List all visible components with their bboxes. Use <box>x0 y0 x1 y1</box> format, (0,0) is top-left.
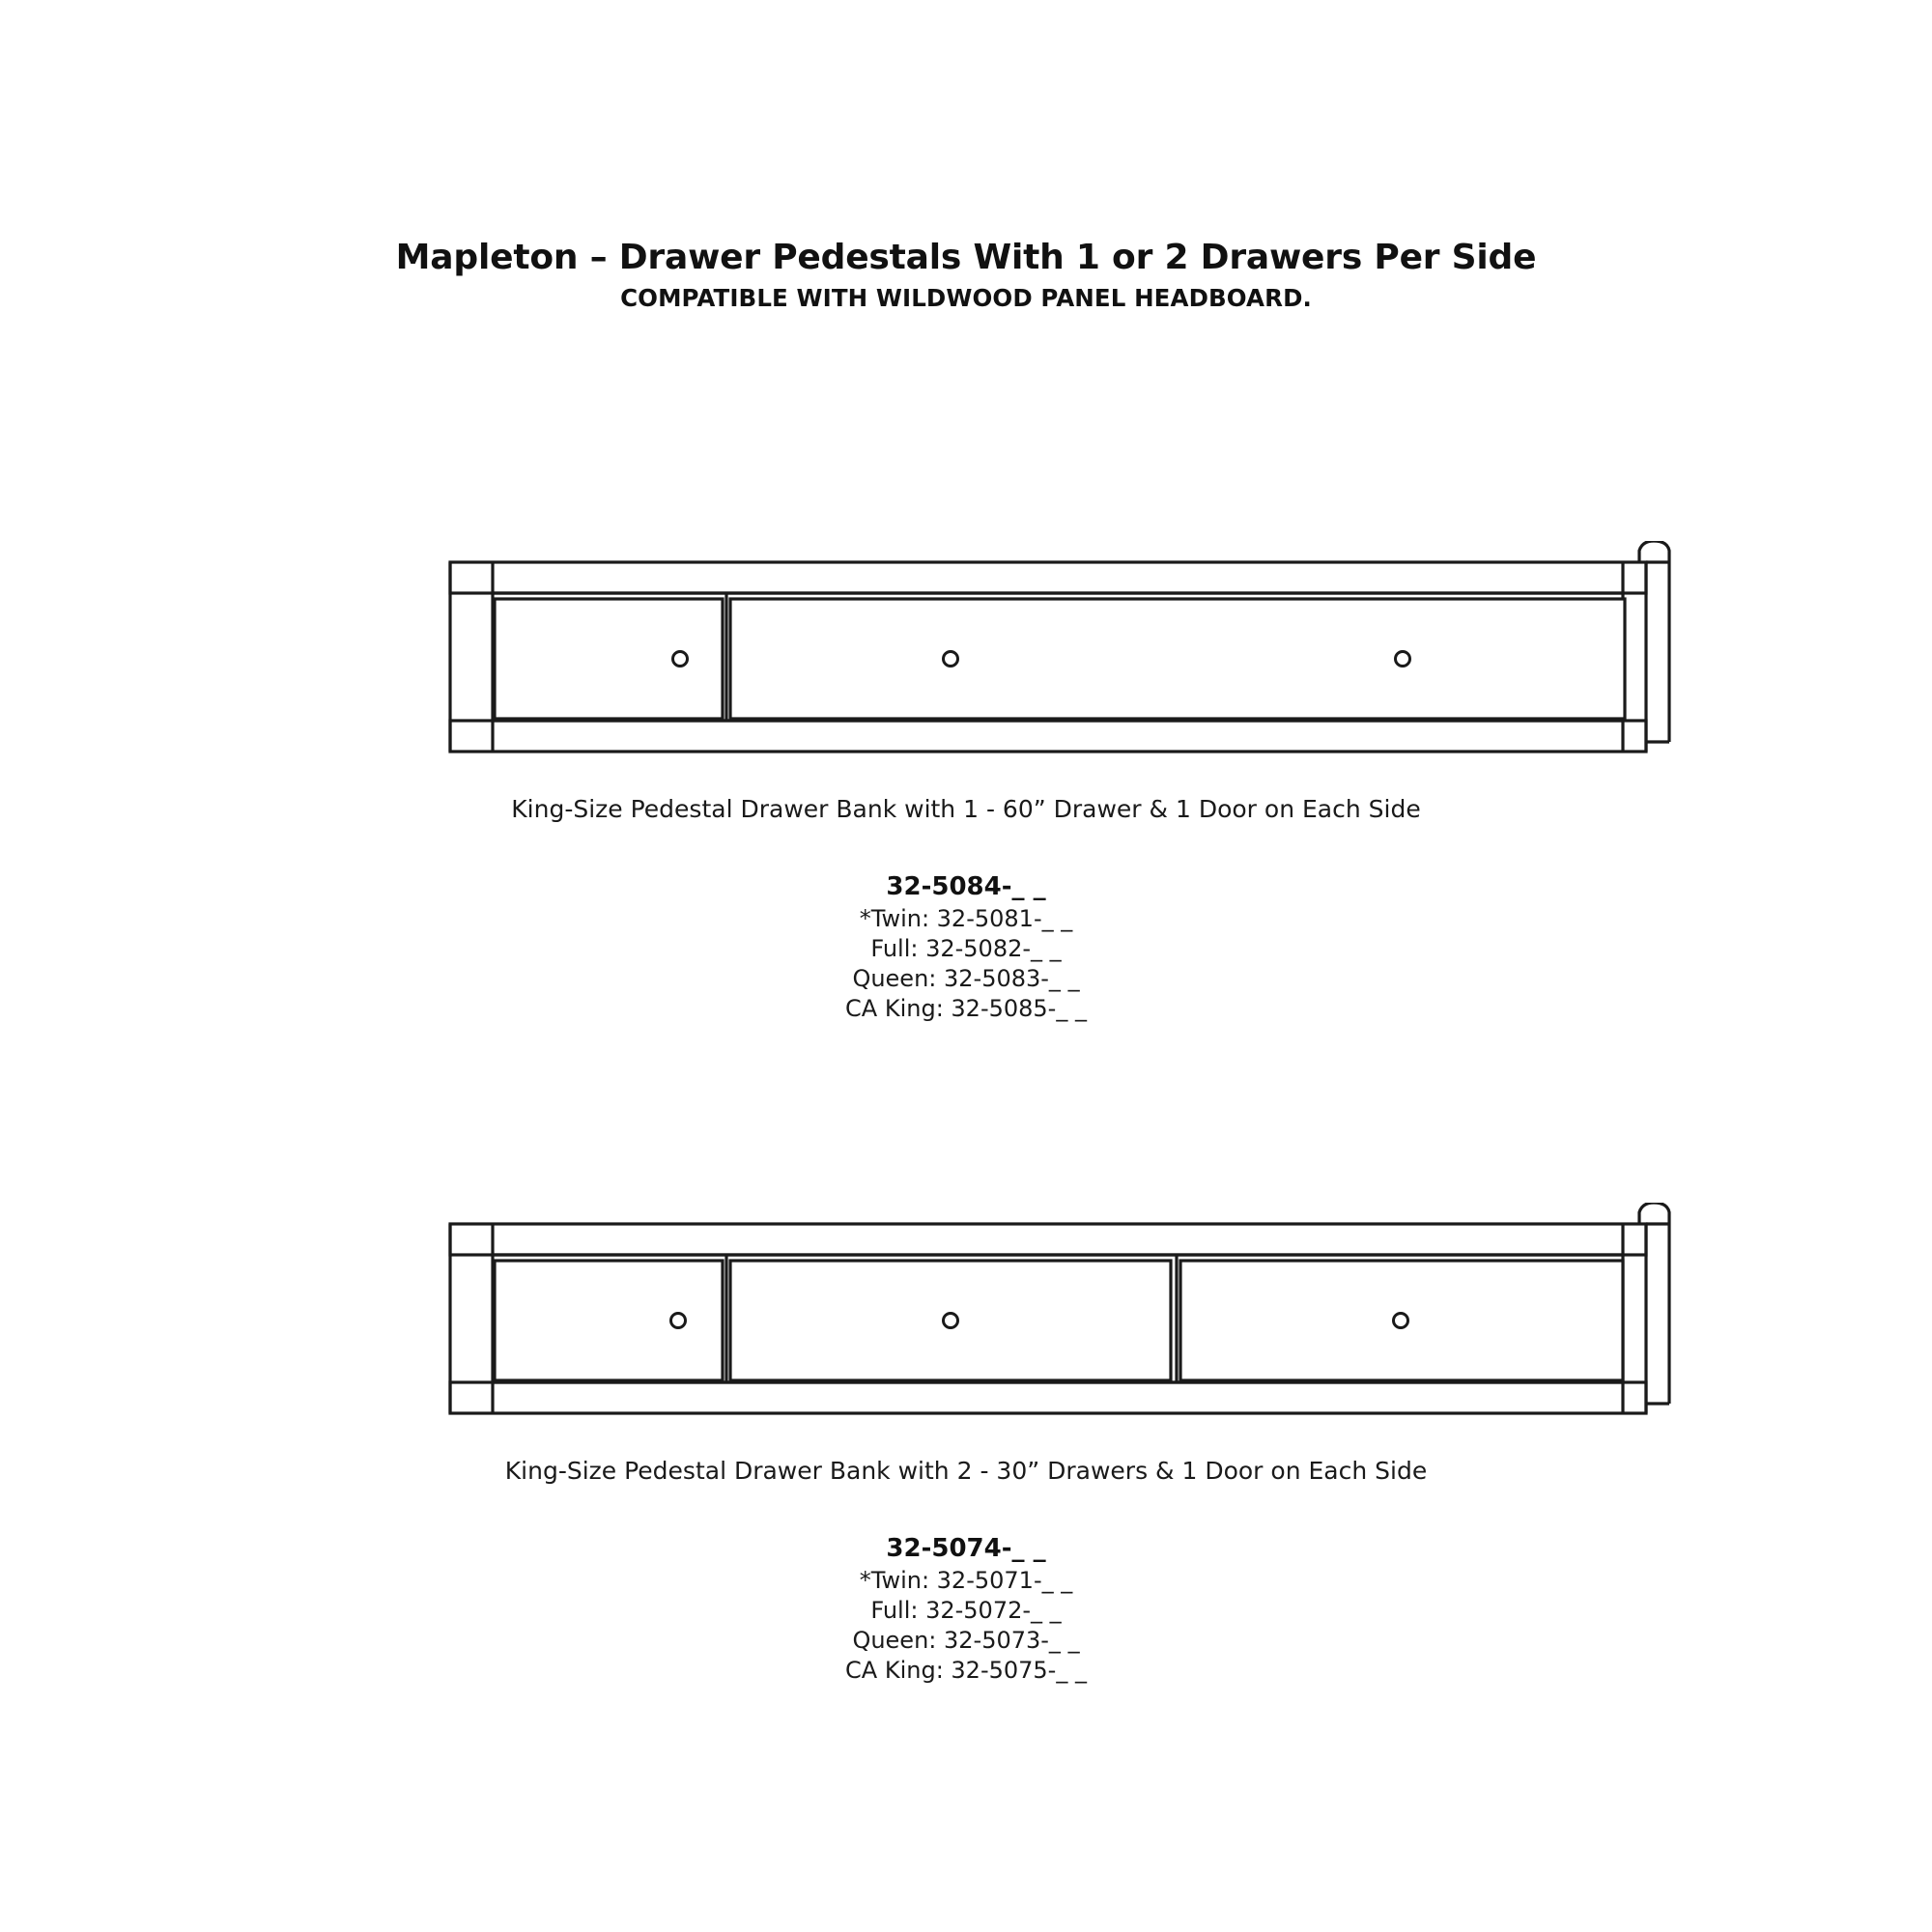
product-code-primary: 32-5074-_ _ <box>886 1534 1046 1563</box>
pedestal-drawer-bank-svg-2 <box>0 1203 1932 1430</box>
knob-icon <box>1394 1314 1408 1328</box>
product-code-ca-king: CA King: 32-5085-_ _ <box>845 995 1087 1023</box>
page-subtitle: COMPATIBLE WITH WILDWOOD PANEL HEADBOARD. <box>620 284 1312 313</box>
product-code-primary: 32-5084-_ _ <box>886 872 1046 901</box>
figure-caption: King-Size Pedestal Drawer Bank with 1 - 60” Drawer & 1 Door on Each Side <box>511 795 1421 823</box>
figure-product-codes <box>0 1533 1932 1687</box>
drawing-one-drawer-bank <box>0 541 1932 768</box>
product-code-ca-king: CA King: 32-5075-_ _ <box>845 1657 1087 1685</box>
product-code-full: Full: 32-5082-_ _ <box>870 934 1062 962</box>
knob-icon <box>944 1314 958 1328</box>
product-code-queen: Queen: 32-5083-_ _ <box>852 965 1080 993</box>
page-header <box>0 237 1932 312</box>
product-code-full: Full: 32-5072-_ _ <box>870 1596 1062 1624</box>
drawing-two-drawer-bank <box>0 1203 1932 1430</box>
knob-icon <box>673 652 688 667</box>
knob-icon <box>944 652 958 667</box>
product-code-twin: *Twin: 32-5071-_ _ <box>859 1566 1073 1594</box>
pedestal-drawer-bank-svg-1 <box>0 541 1932 768</box>
figure-caption: King-Size Pedestal Drawer Bank with 2 - 30” Drawers & 1 Door on Each Side <box>504 1457 1428 1485</box>
figure-product-codes <box>0 871 1932 1025</box>
knob-icon <box>1396 652 1410 667</box>
knob-icon <box>671 1314 686 1328</box>
product-code-twin: *Twin: 32-5081-_ _ <box>859 904 1073 932</box>
figure-one-drawer-per-side <box>0 541 1932 1025</box>
page-title: Mapleton – Drawer Pedestals With 1 or 2 Drawers Per Side <box>395 238 1537 277</box>
figure-two-drawers-per-side <box>0 1203 1932 1687</box>
product-code-queen: Queen: 32-5073-_ _ <box>852 1627 1080 1655</box>
